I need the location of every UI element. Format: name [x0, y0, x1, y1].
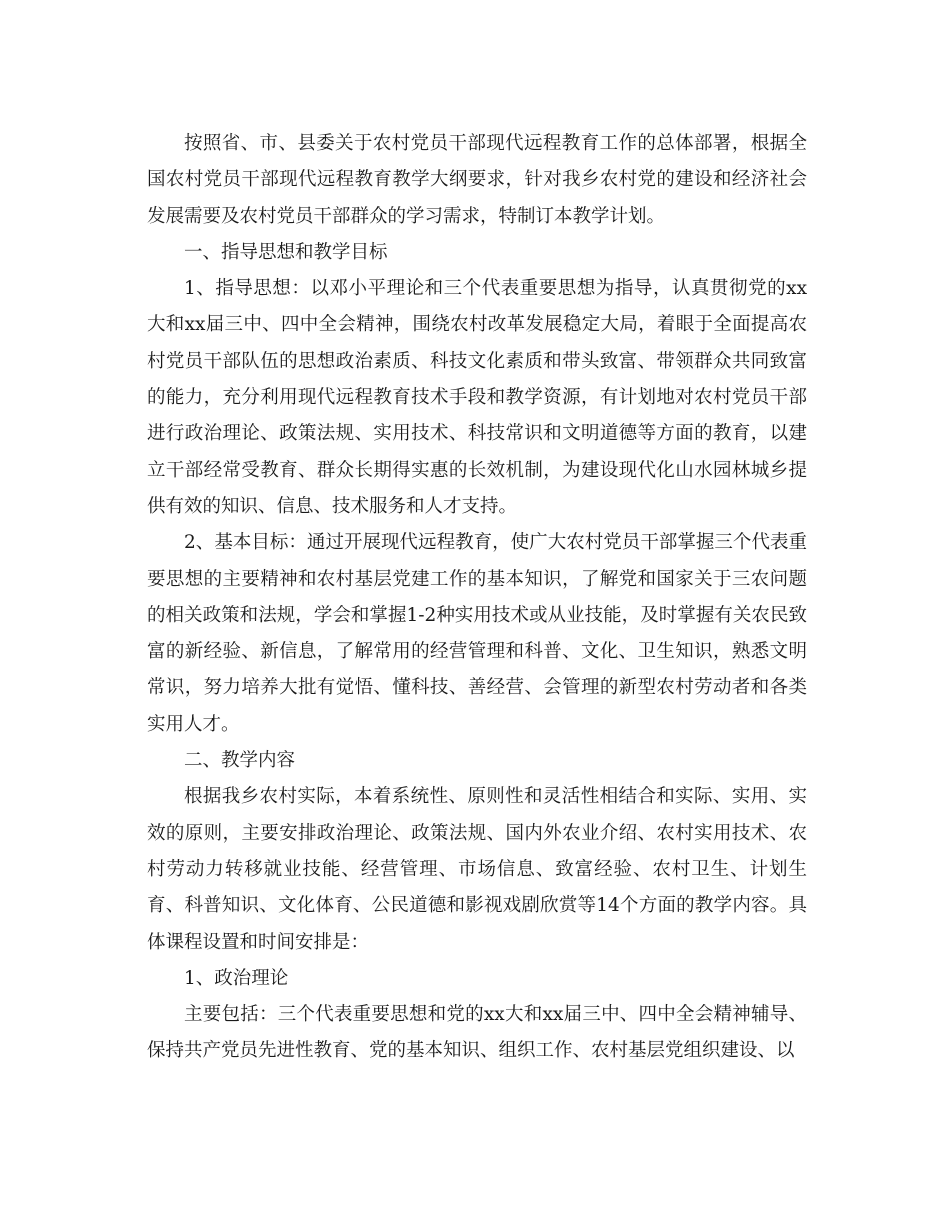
section-heading-guiding-ideology: 一、指导思想和教学目标: [184, 241, 388, 263]
intro-paragraph: 按照省、市、县委关于农村党员干部现代远程教育工作的总体部署，根据全国农村党员干部现代远程教育教学大纲要求，针对我乡农村党的建设和经济社会发展需要及农村党员干部群众的学习需求，特制订本教学计划。: [147, 133, 807, 227]
paragraph-guiding-ideology: 1、指导思想：以邓小平理论和三个代表重要思想为指导，认真贯彻党的xx大和xx届三中、四中全会精神，围绕农村改革发展稳定大局，着眼于全面提高农村党员干部队伍的思想政治素质、科技文化素质和带头致富、带领群众共同致富的能力，充分利用现代远程教育技术手段和教学资源，有计划地对农村党员干部进行政治理论、政策法规、实用技术、科技常识和文明道德等方面的教育，以建立干部经常受教育、群众长期得实惠的长效机制，为建设现代化山水园林城乡提供有效的知识、信息、技术服务和人才支持。: [147, 278, 807, 517]
subheading-political-theory: 1、政治理论: [184, 967, 289, 989]
paragraph-political-theory: 主要包括：三个代表重要思想和党的xx大和xx届三中、四中全会精神辅导、保持共产党员先进性教育、党的基本知识、组织工作、农村基层党组织建设、以: [147, 1004, 807, 1062]
document-body: [147, 126, 807, 1070]
paragraph-basic-goals: 2、基本目标：通过开展现代远程教育，使广大农村党员干部掌握三个代表重要思想的主要精神和农村基层党建工作的基本知识，了解党和国家关于三农问题的相关政策和法规，学会和掌握1-2种实用技术或从业技能，及时掌握有关农民致富的新经验、新信息，了解常用的经营管理和科普、文化、卫生知识，熟悉文明常识，努力培养大批有觉悟、懂科技、善经营、会管理的新型农村劳动者和各类实用人才。: [147, 532, 807, 735]
section-heading-teaching-content: 二、教学内容: [184, 750, 296, 772]
paragraph-teaching-content: 根据我乡农村实际，本着系统性、原则性和灵活性相结合和实际、实用、实效的原则，主要安排政治理论、政策法规、国内外农业介绍、农村实用技术、农村劳动力转移就业技能、经营管理、市场信息、致富经验、农村卫生、计划生育、科普知识、文化体育、公民道德和影视戏剧欣赏等14个方面的教学内容。具体课程设置和时间安排是：: [147, 786, 807, 953]
